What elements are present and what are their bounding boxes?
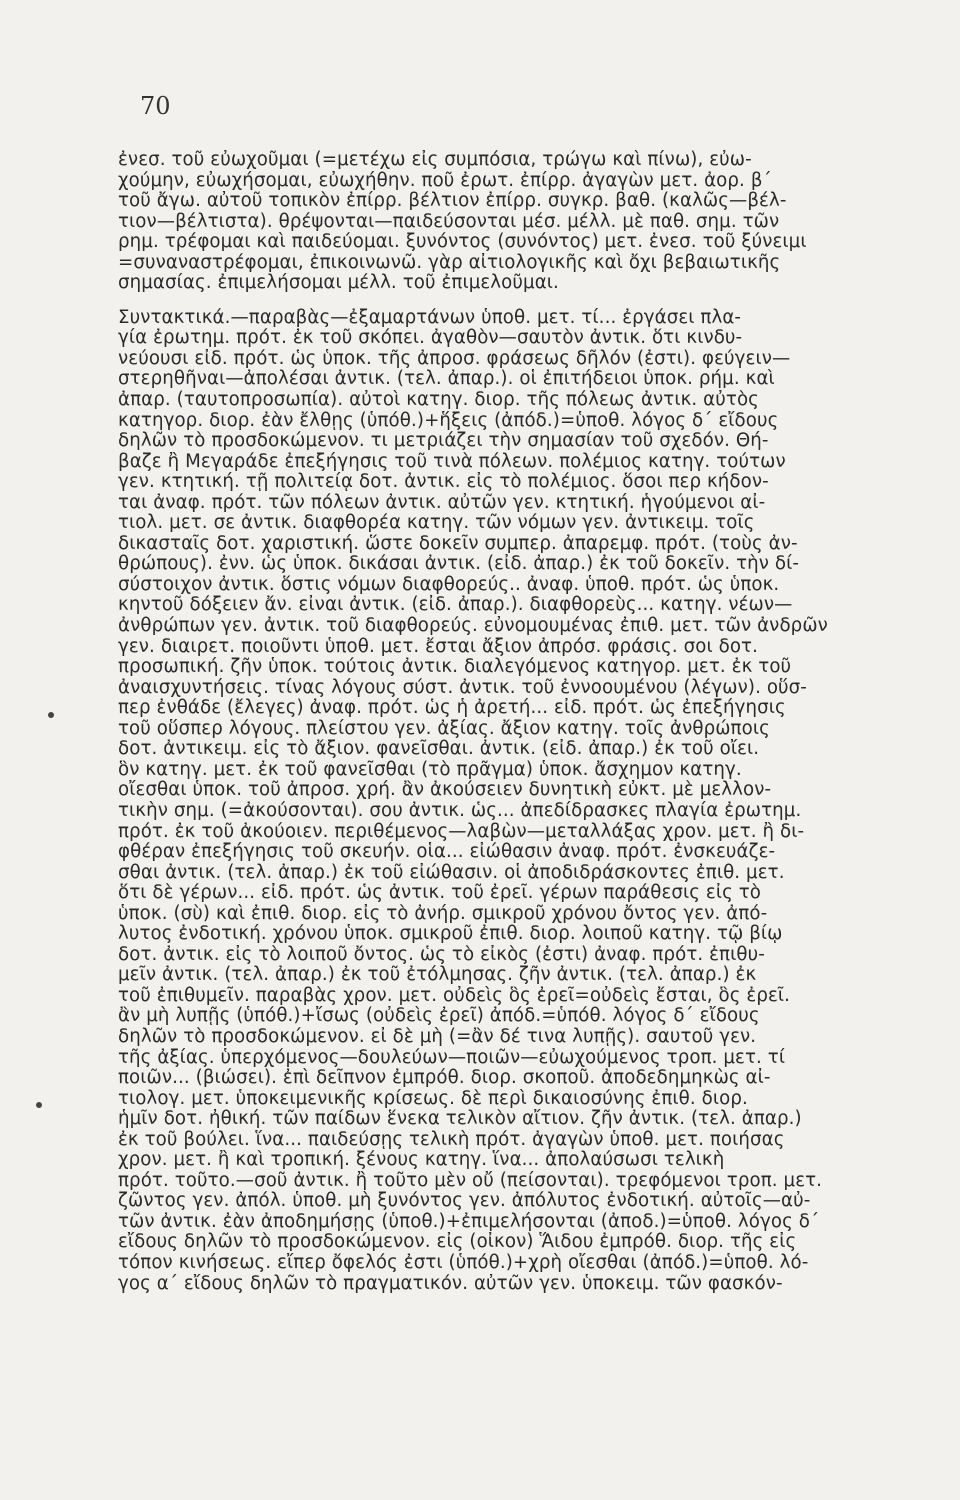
text-line: ἀπαρ. (ταυτοπροσωπία). αὐτοὶ κατηγ. διορ. τῆς πόλεως ἀντικ. αὐτὸς	[118, 390, 759, 411]
text-line: δηλῶν τὸ προσδοκώμενον. εἰ δὲ μὴ (=ἂν δέ τινα λυπῇς). σαυτοῦ γεν.	[118, 1026, 757, 1047]
text-line: γος α´ εἴδους δηλῶν τὸ πραγματικόν. αὐτῶν γεν. ὑποκειμ. τῶν φασκόν-	[118, 1273, 783, 1294]
text-line: ὃν κατηγ. μετ. ἐκ τοῦ φανεῖσθαι (τὸ πρᾶγμα) ὑποκ. ἄσχημον κατηγ.	[118, 759, 742, 780]
text-line: τιολ. μετ. σε ἀντικ. διαφθορέα κατηγ. τῶν νόμων γεν. ἀντικειμ. τοῖς	[118, 513, 755, 534]
text-line: βαζε ἢ Μεγαράδε ἐπεξήγησις τοῦ τινὰ πόλεων. πολέμιος κατηγ. τούτων	[118, 451, 786, 472]
text-line: δοτ. ἀντικ. εἰς τὸ λοιποῦ ὄντος. ὡς τὸ εἰκὸς (ἐστι) ἀναφ. πρότ. ἐπιθυ-	[118, 944, 765, 965]
text-line: προσωπική. ζῆν ὑποκ. τούτοις ἀντικ. διαλεγόμενος κατηγορ. μετ. ἐκ τοῦ	[118, 657, 792, 678]
text-line	[118, 1294, 908, 1315]
text-line: ται ἀναφ. πρότ. τῶν πόλεων ἀντικ. αὐτῶν γεν. κτητική. ἡγούμενοι αἰ-	[118, 492, 766, 513]
text-line: θρώπους). ἐνν. ὡς ὑποκ. δικάσαι ἀντικ. (εἰδ. ἀπαρ.) ἐκ τοῦ δοκεῖν. τὴν δί-	[118, 554, 800, 575]
text-line: τόπον κινήσεως. εἴπερ ὄφελός ἐστι (ὑπόθ.)+χρὴ οἴεσθαι (ἀπόδ.)=ὑποθ. λό-	[118, 1252, 809, 1273]
text-line: κηντοῦ δόξειεν ἄν. εἶναι ἀντικ. (εἰδ. ἀπαρ.). διαφθορεὺς... κατηγ. νέων—	[118, 595, 793, 616]
commentary-text	[118, 150, 908, 1315]
text-line: τῆς ἀξίας. ὑπερχόμενος—δουλεύων—ποιῶν—εὐωχούμενος τροπ. μετ. τί	[118, 1047, 786, 1068]
text-line: ἡμῖν δοτ. ἠθική. τῶν παίδων ἕνεκα τελικὸν αἴτιον. ζῆν ἀντικ. (τελ. ἀπαρ.)	[118, 1109, 802, 1130]
text-line: σύστοιχον ἀντικ. ὅστις νόμων διαφθορεύς.. ἀναφ. ὑποθ. πρότ. ὡς ὑποκ.	[118, 574, 780, 595]
text-line: γεν. κτητική. τῇ πολιτείᾳ δοτ. ἀντικ. εἰς τὸ πολέμιος. ὅσοι περ κήδον-	[118, 472, 769, 493]
text-line: τοῦ ἄγω. αὐτοῦ τοπικὸν ἐπίρρ. βέλτιον ἐπίρρ. συγκρ. βαθ. (καλῶς—βέλ-	[118, 191, 787, 212]
margin-speck-mark	[36, 1102, 42, 1108]
text-line: δηλῶν τὸ προσδοκώμενον. τι μετριάζει τὴν σημασίαν τοῦ σχεδόν. Θή-	[118, 431, 769, 452]
text-line: πρότ. ἐκ τοῦ ἀκούοιεν. περιθέμενος—λαβὼν—μεταλλάξας χρον. μετ. ἢ δι-	[118, 821, 805, 842]
text-line: ὑποκ. (σὺ) καὶ ἐπιθ. διορ. εἰς τὸ ἀνήρ. σμικροῦ χρόνου ὄντος γεν. ἀπό-	[118, 903, 768, 924]
text-line: ἀνθρώπων γεν. ἀντικ. τοῦ διαφθορεύς. εὐνομουμένας ἐπιθ. μετ. τῶν ἀνδρῶν	[118, 616, 828, 637]
text-line: δικασταῖς δοτ. χαριστική. ὥστε δοκεῖν συμπερ. ἀπαρεμφ. πρότ. (τοὺς ἀν-	[118, 533, 798, 554]
text-line: πρότ. τοῦτο.—σοῦ ἀντικ. ἢ τοῦτο μὲν οὔ (πείσονται). τρεφόμενοι τροπ. μετ.	[118, 1170, 823, 1191]
text-line: περ ἐνθάδε (ἔλεγες) ἀναφ. πρότ. ὡς ἡ ἀρετή... εἰδ. πρότ. ὡς ἐπεξήγησις	[118, 698, 786, 719]
page-number: 70	[140, 92, 171, 120]
text-line: σημασίας. ἐπιμελήσομαι μέλλ. τοῦ ἐπιμελοῦμαι.	[118, 273, 559, 294]
text-line: μεῖν ἀντικ. (τελ. ἀπαρ.) ἐκ τοῦ ἐτόλμησας. ζῆν ἀντικ. (τελ. ἀπαρ.) ἐκ	[118, 965, 757, 986]
text-line: τικὴν σημ. (=ἀκούσονται). σου ἀντικ. ὡς... ἀπεδίδρασκες πλαγία ἐρωτημ.	[118, 800, 802, 821]
section-heading-line: Συντακτικά.—παραβὰς—ἐξαμαρτάνων ὑποθ. μετ. τί... ἐργάσει πλα-	[118, 307, 742, 328]
margin-speck-mark	[48, 712, 54, 718]
text-line: εἴδους δηλῶν τὸ προσδοκώμενον. εἰς (οἶκον) Ἅιδου ἐμπρόθ. διορ. τῆς εἰς	[118, 1232, 797, 1253]
text-line: ἐνεσ. τοῦ εὐωχοῦμαι (=μετέχω εἰς συμπόσια, τρώγω καὶ πίνω), εὐω-	[118, 150, 752, 170]
text-line: =συναναστρέφομαι, ἐπικοινωνῶ. γὰρ αἰτιολογικῆς καὶ ὄχι βεβαιωτικῆς	[118, 252, 781, 273]
text-line: ἐκ τοῦ βούλει. ἵνα... παιδεύσῃς τελικὴ πρότ. ἀγαγὼν ὑποθ. μετ. ποιήσας	[118, 1129, 785, 1150]
text-line: τοῦ ἐπιθυμεῖν. παραβὰς χρον. μετ. οὐδεὶς ὃς ἐρεῖ=οὐδεὶς ἔσται, ὃς ἐρεῖ.	[118, 985, 791, 1006]
text-line: ἀναισχυντήσεις. τίνας λόγους σύστ. ἀντικ. τοῦ ἐννοουμένου (λέγων). οὕσ-	[118, 677, 807, 698]
text-line: οἴεσθαι ὑποκ. τοῦ ἀπροσ. χρή. ἂν ἀκούσειεν δυνητικὴ εὐκτ. μὲ μελλον-	[118, 780, 772, 801]
text-line: ζῶντος γεν. ἀπόλ. ὑποθ. μὴ ξυνόντος γεν. ἀπόλυτος ἐνδοτική. αὐτοῖς—αὐ-	[118, 1191, 811, 1212]
text-line: χούμην, εὐωχήσομαι, εὐωχήθην. ποῦ ἐρωτ. ἐπίρρ. ἀγαγὼν μετ. ἀορ. β´	[118, 170, 772, 191]
text-line: τιον—βέλτιστα). θρέψονται—παιδεύσονται μέσ. μέλλ. μὲ παθ. σημ. τῶν	[118, 211, 780, 232]
text-line: τῶν ἀντικ. ἐὰν ἀποδημήσῃς (ὑποθ.)+ἐπιμελήσονται (ἀποδ.)=ὑποθ. λόγος δ´	[118, 1211, 820, 1232]
text-line: ποιῶν... (βιώσει). ἐπὶ δεῖπνον ἐμπρόθ. διορ. σκοποῦ. ἀποδεδημηκὼς αἰ-	[118, 1068, 771, 1089]
text-line: ὅτι δὲ γέρων... εἰδ. πρότ. ὡς ἀντικ. τοῦ ἐρεῖ. γέρων παράθεσις εἰς τὸ	[118, 883, 762, 904]
text-line: φθέραν ἐπεξήγησις τοῦ σκευήν. οἷα... εἰώθασιν ἀναφ. πρότ. ἐνσκευάζε-	[118, 842, 776, 863]
text-line: τιολογ. μετ. ὑποκειμενικῆς κρίσεως. δὲ περὶ δικαιοσύνης ἐπιθ. διορ.	[118, 1088, 748, 1109]
text-line: γεν. διαιρετ. ποιοῦντι ὑποθ. μετ. ἔσται ἄξιον ἀπρόσ. φράσις. σοι δοτ.	[118, 636, 758, 657]
text-line: νεύουσι εἰδ. πρότ. ὡς ὑποκ. τῆς ἀπροσ. φράσεως δῆλόν (ἐστι). φεύγειν—	[118, 348, 791, 369]
text-line: ἂν μὴ λυπῇς (ὑπόθ.)+ἴσως (οὐδεὶς ἐρεῖ) ἀπόδ.=ὑπόθ. λόγος δ´ εἴδους	[118, 1006, 760, 1027]
text-line: λυτος ἐνδοτική. χρόνου ὑποκ. σμικροῦ ἐπιθ. διορ. λοιποῦ κατηγ. τῷ βίῳ	[118, 924, 783, 945]
text-line: σθαι ἀντικ. (τελ. ἀπαρ.) ἐκ τοῦ εἰώθασιν. οἱ ἀποδιδράσκοντες ἐπιθ. μετ.	[118, 862, 785, 883]
text-line: ρημ. τρέφομαι καὶ παιδεύομαι. ξυνόντος (συνόντος) μετ. ἐνεσ. τοῦ ξύνειμι	[118, 232, 807, 253]
text-line: χρον. μετ. ἢ καὶ τροπική. ξένους κατηγ. ἵνα... ἀπολαύσωσι τελικὴ	[118, 1150, 725, 1171]
text-line: κατηγορ. διορ. ἐὰν ἔλθῃς (ὑπόθ.)+ἥξεις (ἀπόδ.)=ὑποθ. λόγος δ´ εἴδους	[118, 410, 779, 431]
text-line: τοῦ οὕσπερ λόγους. πλείστου γεν. ἀξίας. ἄξιον κατηγ. τοῖς ἀνθρώποις	[118, 718, 770, 739]
text-line: γία ἐρωτημ. πρότ. ἐκ τοῦ σκόπει. ἀγαθὸν—σαυτὸν ἀντικ. ὅτι κινδυ-	[118, 328, 743, 349]
text-line: στερηθῆναι—ἀπολέσαι ἀντικ. (τελ. ἀπαρ.). οἱ ἐπιτήδειοι ὑποκ. ρήμ. καὶ	[118, 369, 775, 390]
text-line: δοτ. ἀντικειμ. εἰς τὸ ἄξιον. φανεῖσθαι. ἀντικ. (εἰδ. ἀπαρ.) ἐκ τοῦ οἴει.	[118, 739, 760, 760]
